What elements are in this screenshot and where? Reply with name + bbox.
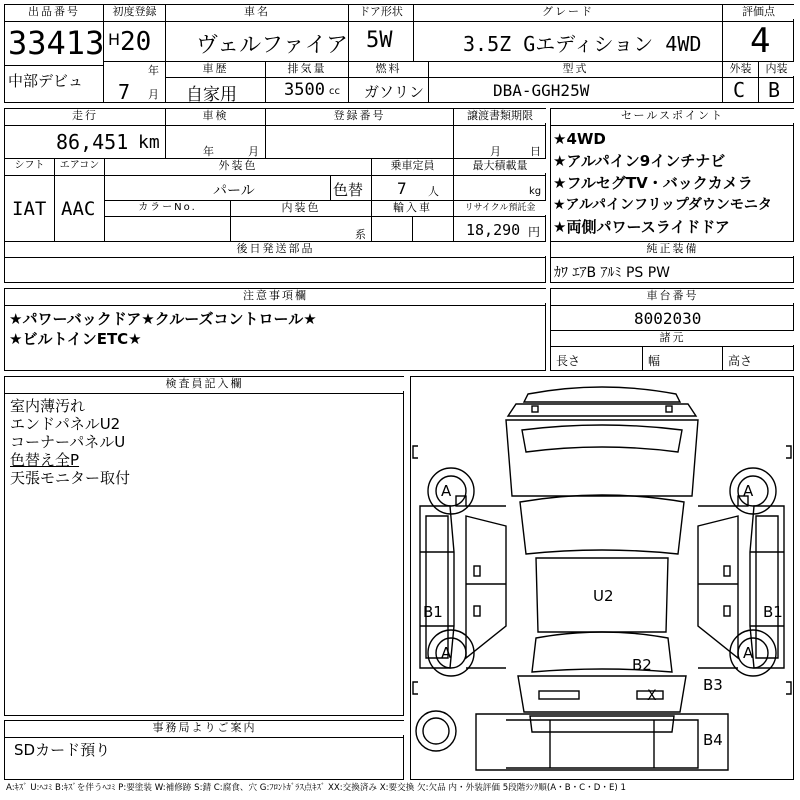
later-parts-label: 後日発送部品 <box>5 242 546 256</box>
inspector-line: 天張モニター取付 <box>10 469 131 487</box>
recycle-unit: 円 <box>528 225 541 239</box>
sales-item: ★アルパインフリップダウンモニタ <box>553 197 772 213</box>
reg-era: H <box>108 30 121 49</box>
history-label: 車歴 <box>166 62 265 76</box>
displacement-unit: cc <box>329 86 340 97</box>
repaint-label: 色替 <box>333 181 364 199</box>
sales-item: ★フルセグTV・バックカメラ <box>553 174 753 192</box>
recycle-amount: 18,290 <box>466 221 521 239</box>
shift-label: シフト <box>5 159 54 173</box>
transfer-label: 譲渡書類期限 <box>454 109 546 123</box>
door-label: ドア形状 <box>349 5 413 19</box>
reg-year-unit: 年 <box>148 64 159 77</box>
office-text: SDカード預り <box>14 741 111 759</box>
load-label: 最大積載量 <box>454 159 546 173</box>
equip-title: 純正装備 <box>551 242 794 256</box>
grade: 3.5Z Gエディション 4WD <box>463 32 702 56</box>
model-label: 型式 <box>429 62 722 76</box>
sales-title: セールスポイント <box>551 109 794 123</box>
damage-mark-x: X <box>647 688 657 704</box>
int-label: 内装 <box>759 62 794 76</box>
legend-text: A:ｷｽﾞ U:ﾍｺﾐ B:ｷｽﾞを伴うﾍｺﾐ P:要塗装 W:補修跡 S:錆 C:腐食、穴 G:ﾌﾛﾝﾄｶﾞﾗｽ点ｷｽﾞ XX:交換済み X:要交換 欠:欠品 内・外装評価 5段階ﾗﾝｸ順(A・B・C・D・E) 1 <box>6 783 626 793</box>
notes-title: 注意事項欄 <box>5 289 546 303</box>
mileage-label: 走行 <box>5 109 165 123</box>
mileage: 86,451 <box>56 130 129 154</box>
ext-grade: C <box>733 78 746 102</box>
height-label: 高さ <box>728 354 753 368</box>
damage-mark-b1-right: B1 <box>763 603 783 621</box>
door-type: 5W <box>366 28 393 53</box>
damage-mark-b3: B3 <box>703 676 723 694</box>
inspection-label: 車検 <box>166 109 265 123</box>
intcolor-label: 内装色 <box>231 201 371 215</box>
equip-value: ｶﾜ ｴｱB ｱﾙﾐ PS PW <box>554 265 671 281</box>
score: 4 <box>750 21 771 61</box>
tire-mark-front-left: A <box>441 482 452 500</box>
import-label: 輸入車 <box>372 201 453 215</box>
sales-item: ★両側パワースライドドア <box>553 218 730 236</box>
load-unit: kg <box>529 186 542 197</box>
int-grade: B <box>768 78 781 102</box>
capacity-unit: 人 <box>428 185 439 198</box>
damage-mark-b4: B4 <box>703 731 723 749</box>
width-label: 幅 <box>648 354 661 368</box>
chassis-number: 8002030 <box>634 309 702 328</box>
office-title: 事務局よりご案内 <box>5 721 404 735</box>
insp-year-unit: 年 <box>203 145 214 158</box>
color-label: 外装色 <box>105 159 371 173</box>
damage-mark-u2: U2 <box>593 587 614 605</box>
damage-mark-b2: B2 <box>632 656 652 674</box>
color: パール <box>213 183 255 199</box>
fuel: ガソリン <box>364 83 425 101</box>
regno-label: 登録番号 <box>266 109 453 123</box>
length-label: 長さ <box>556 354 581 368</box>
inspector-title: 検査員記入欄 <box>5 377 404 391</box>
car-name-label: 車名 <box>166 5 348 19</box>
transfer-month-unit: 月 <box>490 145 501 158</box>
transfer-day-unit: 日 <box>530 145 541 158</box>
car-diagram <box>410 376 794 780</box>
tire-mark-rear-right: A <box>743 644 754 662</box>
notes-line: ★パワーバックドア★クルーズコントロール★ <box>9 310 317 328</box>
shift: IAT <box>12 198 47 220</box>
reg-month: 7 <box>118 80 131 104</box>
dims-title: 諸元 <box>551 331 794 345</box>
fuel-label: 燃料 <box>349 62 428 76</box>
displacement-label: 排気量 <box>266 62 348 76</box>
inspector-line: コーナーパネルU <box>10 433 126 451</box>
reg-year: 20 <box>120 27 152 57</box>
lot-label: 出品番号 <box>6 5 102 19</box>
ac: AAC <box>61 198 96 220</box>
inspector-line: 色替え全P <box>10 451 80 469</box>
lot-number: 33413 <box>8 24 105 62</box>
model: DBA-GGH25W <box>493 81 590 100</box>
notes-line: ★ビルトインETC★ <box>9 330 142 348</box>
ext-label: 外装 <box>723 62 758 76</box>
ac-label: エアコン <box>55 159 104 173</box>
colorno-label: カラーNo. <box>105 201 230 215</box>
capacity-label: 乗車定員 <box>372 159 453 173</box>
car-diagram-svg <box>410 376 794 780</box>
tire-mark-front-right: A <box>743 482 754 500</box>
capacity: 7 <box>397 179 407 198</box>
chassis-title: 車台番号 <box>551 289 794 303</box>
tire-mark-rear-left: A <box>441 644 452 662</box>
damage-mark-b1-left: B1 <box>423 603 443 621</box>
sales-item: ★アルパイン9インチナビ <box>553 152 726 170</box>
inspector-line: エンドパネルU2 <box>10 415 121 433</box>
intcolor-unit: 系 <box>355 228 366 241</box>
reg-label: 初度登録 <box>104 5 165 19</box>
car-name: ヴェルファイア <box>196 33 349 58</box>
mileage-unit: km <box>138 132 160 153</box>
score-label: 評価点 <box>723 5 794 19</box>
lot-note: 中部デビュ <box>8 72 84 90</box>
recycle-label: リサイクル預託金 <box>454 201 546 215</box>
displacement: 3500 <box>284 80 325 100</box>
reg-month-unit: 月 <box>148 88 159 101</box>
inspector-line: 室内薄汚れ <box>10 397 86 415</box>
history: 自家用 <box>186 85 237 105</box>
grade-label: グレード <box>414 5 722 19</box>
sales-item: ★4WD <box>553 130 606 148</box>
insp-month-unit: 月 <box>248 145 259 158</box>
